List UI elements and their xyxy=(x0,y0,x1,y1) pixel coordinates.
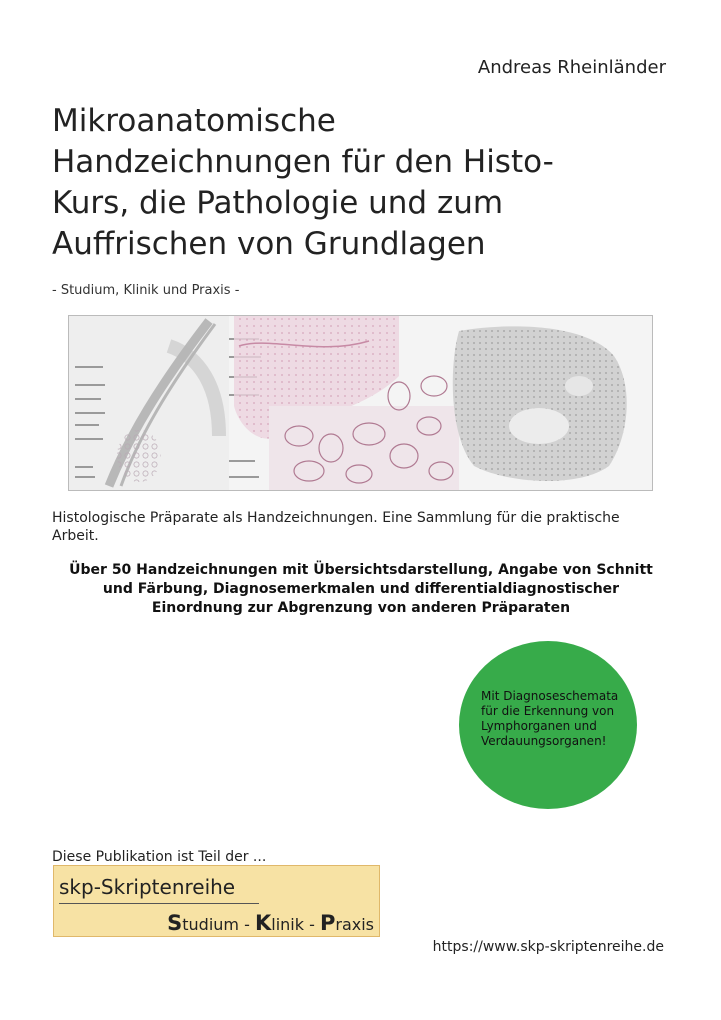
badge-line: Verdauungsorganen! xyxy=(481,734,607,748)
logo-divider xyxy=(59,903,259,904)
logo-rest-studium: tudium xyxy=(182,915,240,934)
series-intro: Diese Publikation ist Teil der ... xyxy=(52,849,267,865)
logo-subtitle xyxy=(167,911,374,935)
logo-cap-s: S xyxy=(167,911,183,935)
badge-line: Mit Diagnoseschemata xyxy=(481,689,619,703)
badge-line: Lymphorganen und xyxy=(481,719,597,733)
logo-rest-klinik: linik xyxy=(271,915,304,934)
author-name: Andreas Rheinländer xyxy=(477,57,666,78)
series-logo xyxy=(53,865,380,937)
histology-drawings-collage-icon xyxy=(69,316,652,490)
logo-rest-praxis: raxis xyxy=(335,915,374,934)
title-line: Kurs, die Pathologie und zum xyxy=(52,185,504,221)
title-line: Auffrischen von Grundlagen xyxy=(52,226,486,262)
highlight-line: Einordnung zur Abgrenzung von anderen Präparaten xyxy=(151,600,571,616)
diagnosis-badge xyxy=(459,641,637,809)
title-line: Handzeichnungen für den Histo- xyxy=(52,144,554,180)
highlight-line: und Färbung, Diagnosemerkmalen und differentialdiagnostischer xyxy=(102,581,620,597)
logo-separator: - xyxy=(304,915,320,934)
badge-line: für die Erkennung von xyxy=(481,704,615,718)
logo-cap-p: P xyxy=(319,911,336,935)
logo-cap-k: K xyxy=(254,911,272,935)
highlight-line: Über 50 Handzeichnungen mit Übersichtsdarstellung, Angabe von Schnitt xyxy=(69,562,653,578)
subtitle: - Studium, Klinik und Praxis - xyxy=(52,283,240,298)
badge-text xyxy=(481,689,621,749)
logo-name: skp-Skriptenreihe xyxy=(59,875,236,899)
title-line: Mikroanatomische xyxy=(52,103,336,139)
highlight-text xyxy=(52,561,670,618)
book-title xyxy=(52,101,652,265)
website-url: https://www.skp-skriptenreihe.de xyxy=(432,939,664,955)
intro-text: Histologische Präparate als Handzeichnungen. Eine Sammlung für die praktische Arbeit. xyxy=(52,510,620,544)
logo-separator: - xyxy=(239,915,255,934)
cover-figure xyxy=(68,315,653,491)
